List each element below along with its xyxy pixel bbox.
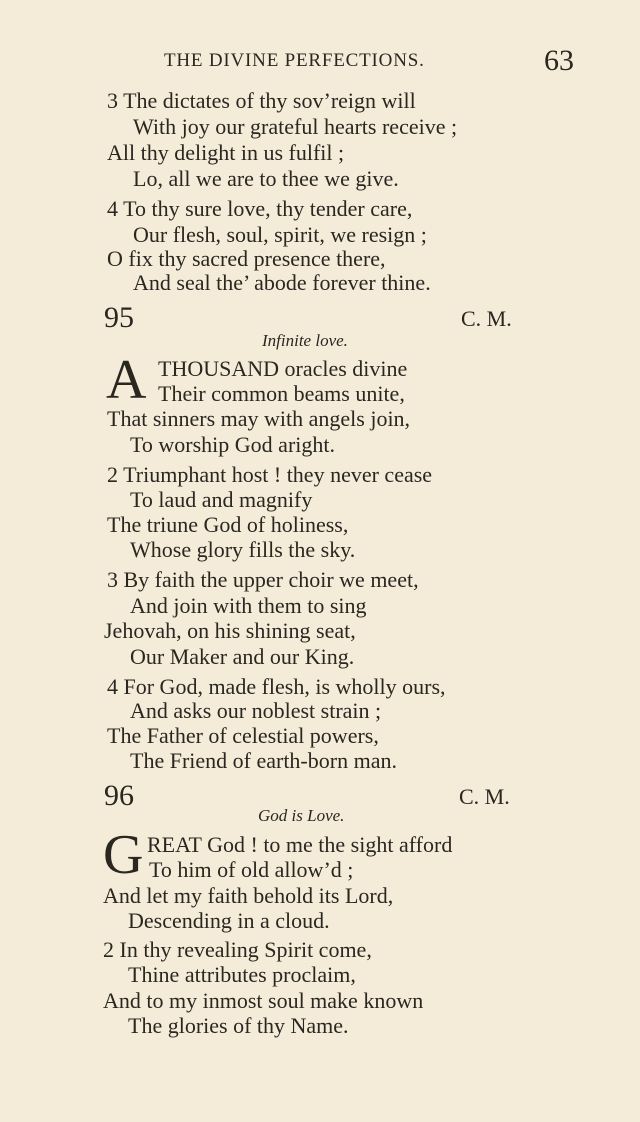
verse-line: The Friend of earth-born man. bbox=[130, 748, 397, 773]
verse-line: Jehovah, on his shining seat, bbox=[104, 618, 356, 643]
verse-line: All thy delight in us fulfil ; bbox=[107, 140, 345, 165]
hymn-number: 95 bbox=[104, 301, 134, 334]
verse-line: And let my faith behold its Lord, bbox=[103, 883, 394, 908]
page-number: 63 bbox=[544, 44, 574, 77]
hymn-meter: C. M. bbox=[459, 784, 510, 809]
hymn-meter: C. M. bbox=[461, 306, 512, 331]
verse-line: Whose glory fills the sky. bbox=[130, 537, 356, 562]
hymn-title: Infinite love. bbox=[262, 331, 348, 350]
verse-line: 2 Triumphant host ! they never cease bbox=[107, 462, 433, 487]
verse-line: Lo, all we are to thee we give. bbox=[133, 166, 399, 191]
verse-line: With joy our grateful hearts receive ; bbox=[133, 114, 458, 139]
verse-line: And asks our noblest strain ; bbox=[130, 698, 382, 723]
verse-line: REAT God ! to me the sight afford bbox=[147, 832, 453, 857]
drop-cap: G bbox=[103, 824, 144, 886]
verse-line: And to my inmost soul make known bbox=[103, 988, 424, 1013]
verse-line: 4 For God, made flesh, is wholly ours, bbox=[107, 674, 446, 699]
verse-line: To laud and magnify bbox=[130, 487, 313, 512]
verse-line: O fix thy sacred presence there, bbox=[107, 246, 386, 271]
verse-line: And join with them to sing bbox=[130, 593, 367, 618]
hymn-title: God is Love. bbox=[258, 806, 345, 825]
verse-line: Descending in a cloud. bbox=[128, 908, 330, 933]
verse-line: The triune God of holiness, bbox=[107, 512, 349, 537]
verse-line: 2 In thy revealing Spirit come, bbox=[103, 937, 372, 962]
verse-line: 4 To thy sure love, thy tender care, bbox=[107, 196, 413, 221]
running-title: THE DIVINE PERFECTIONS. bbox=[164, 50, 425, 71]
verse-line: That sinners may with angels join, bbox=[107, 406, 411, 431]
verse-line: Their common beams unite, bbox=[158, 381, 405, 406]
verse-line: The glories of thy Name. bbox=[128, 1013, 349, 1038]
verse-line: Thine attributes proclaim, bbox=[128, 962, 356, 987]
verse-line: 3 By faith the upper choir we meet, bbox=[107, 567, 419, 592]
verse-line: To him of old allow’d ; bbox=[149, 857, 354, 882]
hymn-number: 96 bbox=[104, 779, 134, 812]
drop-cap: A bbox=[106, 349, 147, 411]
verse-line: THOUSAND oracles divine bbox=[158, 356, 408, 381]
verse-line: The Father of celestial powers, bbox=[107, 723, 379, 748]
verse-line: And seal the’ abode forever thine. bbox=[133, 270, 431, 295]
verse-line: Our flesh, soul, spirit, we resign ; bbox=[133, 222, 427, 247]
verse-line: Our Maker and our King. bbox=[130, 644, 355, 669]
verse-line: 3 The dictates of thy sov’reign will bbox=[107, 88, 416, 113]
verse-line: To worship God aright. bbox=[130, 432, 335, 457]
